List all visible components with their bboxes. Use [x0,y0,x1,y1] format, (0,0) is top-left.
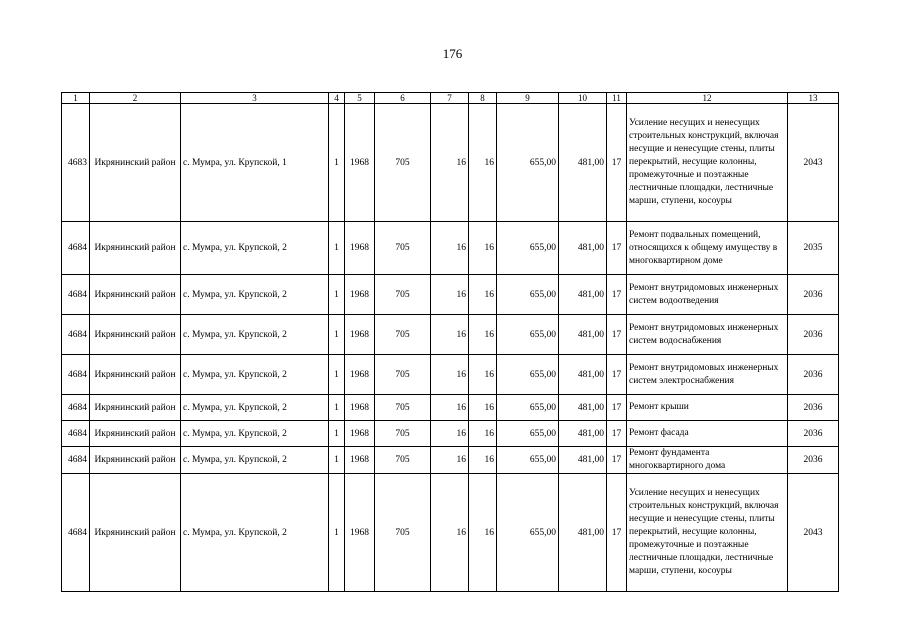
col8-cell: 16 [469,104,497,222]
row-id-cell: 4684 [62,315,90,355]
col6-cell: 705 [375,395,431,421]
col-header: 8 [469,93,497,104]
year-built-cell: 1968 [345,447,375,474]
planned-year-cell: 2036 [788,315,839,355]
row-id-cell: 4683 [62,104,90,222]
col6-cell: 705 [375,421,431,447]
address-cell: с. Мумра, ул. Крупской, 2 [181,421,329,447]
col4-cell: 1 [329,315,345,355]
col10-cell: 481,00 [559,395,607,421]
col9-cell: 655,00 [497,355,559,395]
col-header: 12 [627,93,788,104]
col4-cell: 1 [329,275,345,315]
planned-year-cell: 2036 [788,421,839,447]
district-cell: Икрянинский район [90,447,181,474]
work-type-cell: Ремонт внутридомовых инженерных систем водоснабжения [627,315,788,355]
col-header: 2 [90,93,181,104]
district-cell: Икрянинский район [90,421,181,447]
address-cell: с. Мумра, ул. Крупской, 2 [181,474,329,592]
year-built-cell: 1968 [345,315,375,355]
col7-cell: 16 [431,104,469,222]
col10-cell: 481,00 [559,315,607,355]
address-cell: с. Мумра, ул. Крупской, 2 [181,447,329,474]
col7-cell: 16 [431,222,469,275]
district-cell: Икрянинский район [90,315,181,355]
row-id-cell: 4684 [62,395,90,421]
col-header: 13 [788,93,839,104]
table-row [62,275,839,315]
col8-cell: 16 [469,421,497,447]
col7-cell: 16 [431,315,469,355]
col-header: 1 [62,93,90,104]
row-id-cell: 4684 [62,275,90,315]
address-cell: с. Мумра, ул. Крупской, 2 [181,395,329,421]
col10-cell: 481,00 [559,104,607,222]
col9-cell: 655,00 [497,104,559,222]
col4-cell: 1 [329,355,345,395]
col9-cell: 655,00 [497,222,559,275]
col4-cell: 1 [329,222,345,275]
table-row [62,355,839,395]
district-cell: Икрянинский район [90,474,181,592]
planned-year-cell: 2043 [788,104,839,222]
col6-cell: 705 [375,474,431,592]
col10-cell: 481,00 [559,222,607,275]
col8-cell: 16 [469,447,497,474]
col-header: 11 [607,93,627,104]
planned-year-cell: 2036 [788,355,839,395]
col7-cell: 16 [431,355,469,395]
col-header: 5 [345,93,375,104]
district-cell: Икрянинский район [90,222,181,275]
work-type-cell: Ремонт внутридомовых инженерных систем водоотведения [627,275,788,315]
address-cell: с. Мумра, ул. Крупской, 2 [181,315,329,355]
work-type-cell: Ремонт фасада [627,421,788,447]
col9-cell: 655,00 [497,421,559,447]
work-type-cell: Усиление несущих и ненесущих строительных конструкций, включая несущие и ненесущие стены, плиты перекрытий, несущие колонны, промежуточные и поэтажные лестничные площадки, лестничные марши, ступени, косоуры [627,104,788,222]
col7-cell: 16 [431,421,469,447]
col6-cell: 705 [375,222,431,275]
row-id-cell: 4684 [62,447,90,474]
year-built-cell: 1968 [345,355,375,395]
table-body [62,93,839,592]
col9-cell: 655,00 [497,447,559,474]
col8-cell: 16 [469,222,497,275]
col11-cell: 17 [607,355,627,395]
table-row [62,421,839,447]
col8-cell: 16 [469,355,497,395]
address-cell: с. Мумра, ул. Крупской, 2 [181,222,329,275]
col4-cell: 1 [329,395,345,421]
year-built-cell: 1968 [345,275,375,315]
col-header: 10 [559,93,607,104]
page-number: 176 [442,46,463,61]
col6-cell: 705 [375,104,431,222]
address-cell: с. Мумра, ул. Крупской, 2 [181,355,329,395]
district-cell: Икрянинский район [90,275,181,315]
col-header: 6 [375,93,431,104]
col11-cell: 17 [607,421,627,447]
col9-cell: 655,00 [497,395,559,421]
col6-cell: 705 [375,275,431,315]
col-header: 3 [181,93,329,104]
row-id-cell: 4684 [62,474,90,592]
col10-cell: 481,00 [559,447,607,474]
table-row [62,474,839,592]
col10-cell: 481,00 [559,275,607,315]
district-cell: Икрянинский район [90,355,181,395]
work-type-cell: Ремонт внутридомовых инженерных систем электроснабжения [627,355,788,395]
col9-cell: 655,00 [497,315,559,355]
planned-year-cell: 2036 [788,275,839,315]
year-built-cell: 1968 [345,421,375,447]
work-type-cell: Усиление несущих и ненесущих строительных конструкций, включая несущие и ненесущие стены, плиты перекрытий, несущие колонны, промежуточные и поэтажные лестничные площадки, лестничные марши, ступени, косоуры [627,474,788,592]
col11-cell: 17 [607,447,627,474]
col9-cell: 655,00 [497,275,559,315]
col11-cell: 17 [607,222,627,275]
col4-cell: 1 [329,421,345,447]
col7-cell: 16 [431,275,469,315]
col8-cell: 16 [469,275,497,315]
col6-cell: 705 [375,315,431,355]
col4-cell: 1 [329,104,345,222]
col11-cell: 17 [607,474,627,592]
col4-cell: 1 [329,474,345,592]
col-header: 7 [431,93,469,104]
col6-cell: 705 [375,355,431,395]
table-row [62,447,839,474]
year-built-cell: 1968 [345,395,375,421]
col9-cell: 655,00 [497,474,559,592]
work-type-cell: Ремонт подвальных помещений, относящихся к общему имуществу в многоквартирном доме [627,222,788,275]
col8-cell: 16 [469,395,497,421]
col8-cell: 16 [469,474,497,592]
year-built-cell: 1968 [345,104,375,222]
district-cell: Икрянинский район [90,104,181,222]
col8-cell: 16 [469,315,497,355]
row-id-cell: 4684 [62,355,90,395]
table-row [62,395,839,421]
col4-cell: 1 [329,447,345,474]
table-row [62,222,839,275]
col7-cell: 16 [431,395,469,421]
col11-cell: 17 [607,275,627,315]
col10-cell: 481,00 [559,355,607,395]
col11-cell: 17 [607,315,627,355]
planned-year-cell: 2035 [788,222,839,275]
planned-year-cell: 2036 [788,395,839,421]
district-cell: Икрянинский район [90,395,181,421]
col10-cell: 481,00 [559,421,607,447]
col6-cell: 705 [375,447,431,474]
col7-cell: 16 [431,474,469,592]
header-row [62,93,839,104]
year-built-cell: 1968 [345,474,375,592]
address-cell: с. Мумра, ул. Крупской, 2 [181,275,329,315]
col7-cell: 16 [431,447,469,474]
registry-table [61,92,839,592]
table-row [62,315,839,355]
year-built-cell: 1968 [345,222,375,275]
table-row [62,104,839,222]
planned-year-cell: 2043 [788,474,839,592]
planned-year-cell: 2036 [788,447,839,474]
work-type-cell: Ремонт крыши [627,395,788,421]
work-type-cell: Ремонт фундамента многоквартирного дома [627,447,788,474]
row-id-cell: 4684 [62,421,90,447]
address-cell: с. Мумра, ул. Крупской, 1 [181,104,329,222]
col-header: 4 [329,93,345,104]
col10-cell: 481,00 [559,474,607,592]
row-id-cell: 4684 [62,222,90,275]
col11-cell: 17 [607,395,627,421]
col-header: 9 [497,93,559,104]
col11-cell: 17 [607,104,627,222]
